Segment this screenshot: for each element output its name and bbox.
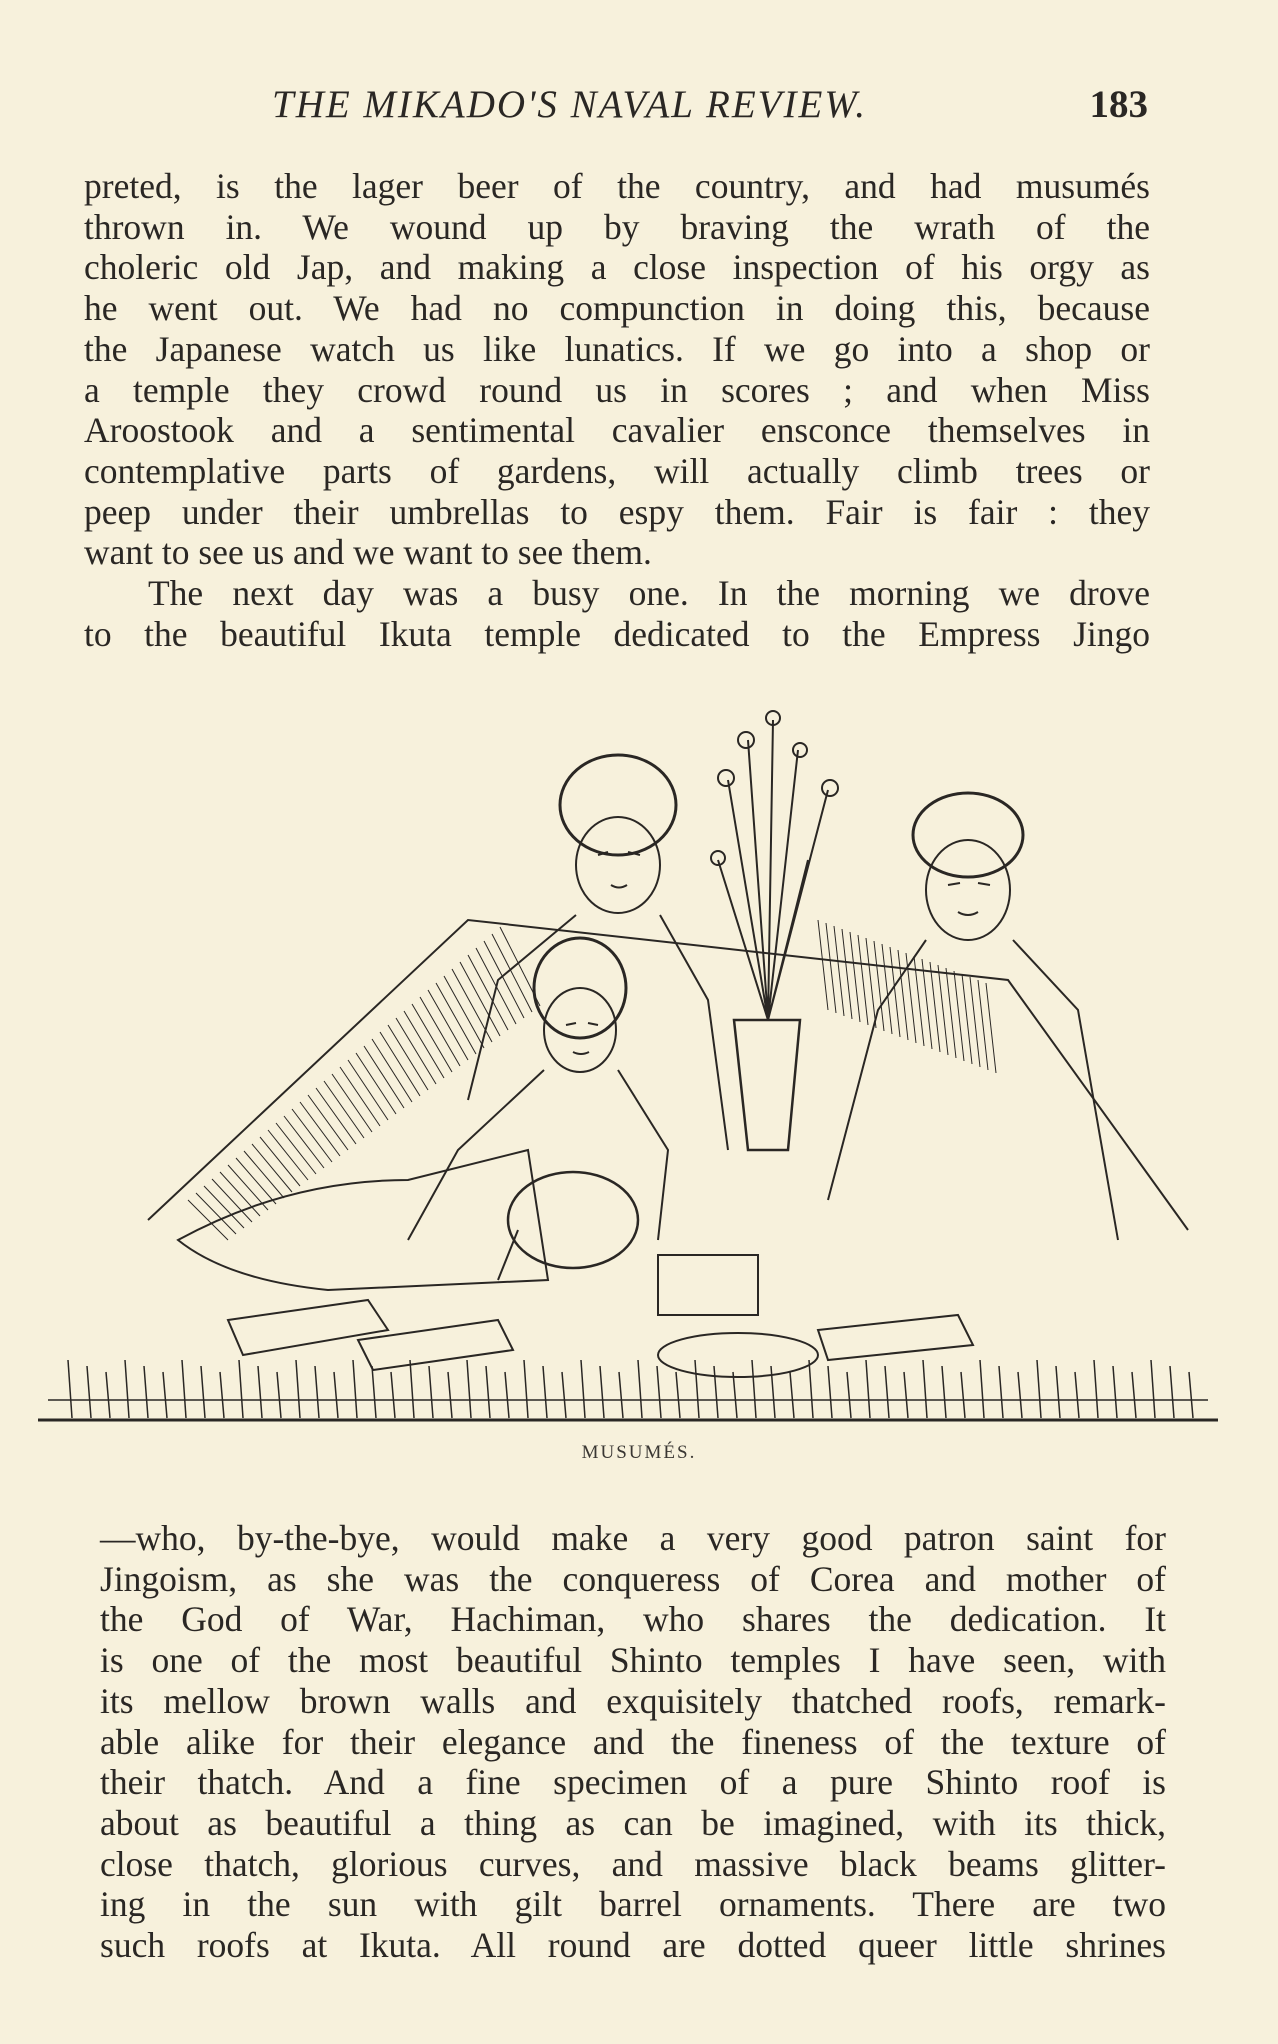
text-line: ing in the sun with gilt barrel ornaments. There are two: [100, 1884, 1166, 1925]
paragraph-top: [84, 166, 1150, 654]
musumes-illustration: [28, 680, 1228, 1430]
running-head: [84, 82, 1148, 132]
trays: [228, 1255, 973, 1377]
running-title: THE MIKADO'S NAVAL REVIEW.: [272, 83, 867, 126]
text-line: preted, is the lager beer of the country, and had musumés: [84, 166, 1150, 206]
text-line: about as beautiful a thing as can be imagined, with its thick,: [100, 1802, 1166, 1843]
round-fan: [498, 1172, 638, 1280]
text-line: its mellow brown walls and exquisitely thatched roofs, remark-: [100, 1680, 1166, 1721]
text-line: choleric old Jap, and making a close inspection of his orgy as: [84, 247, 1150, 288]
text-line: such roofs at Ikuta. All round are dotted queer little shrines: [100, 1925, 1166, 1966]
text-line: —who, by-the-bye, would make a very good patron saint for: [100, 1518, 1166, 1558]
text-line: contemplative parts of gardens, will actually climb trees or: [84, 450, 1150, 491]
text-line: the Japanese watch us like lunatics. If we go into a shop or: [84, 328, 1150, 369]
text-line: Jingoism, as she was the conqueress of Corea and mother of: [100, 1558, 1166, 1599]
paragraph-bottom: [100, 1518, 1166, 1966]
text-line: a temple they crowd round us in scores ; and when Miss: [84, 369, 1150, 410]
text-line: to the beautiful Ikuta temple dedicated to the Empress Jingo: [84, 613, 1150, 654]
text-line: their thatch. And a fine specimen of a pure Shinto roof is: [100, 1762, 1166, 1803]
text-line: The next day was a busy one. In the morning we drove: [148, 573, 1150, 614]
background-screen: [148, 920, 1188, 1230]
text-line: the God of War, Hachiman, who shares the dedication. It: [100, 1599, 1166, 1640]
text-line: is one of the most beautiful Shinto temples I have seen, with: [100, 1640, 1166, 1681]
page-number: 183: [1089, 83, 1148, 126]
text-line: thrown in. We wound up by braving the wrath of the: [84, 206, 1150, 247]
woman-seated-figure: [828, 793, 1118, 1240]
figure-caption: MUSUMÉS.: [581, 1442, 697, 1463]
text-line: he went out. We had no compunction in doing this, because: [84, 288, 1150, 329]
text-line: close thatch, glorious curves, and massive black beams glitter-: [100, 1843, 1166, 1884]
text-line: able alike for their elegance and the fineness of the texture of: [100, 1721, 1166, 1762]
text-line: want to see us and we want to see them.: [84, 532, 652, 573]
text-line: Aroostook and a sentimental cavalier ensconce themselves in: [84, 410, 1150, 451]
woman-standing-figure: [468, 755, 728, 1150]
text-line: peep under their umbrellas to espy them. Fair is fair : they: [84, 491, 1150, 532]
